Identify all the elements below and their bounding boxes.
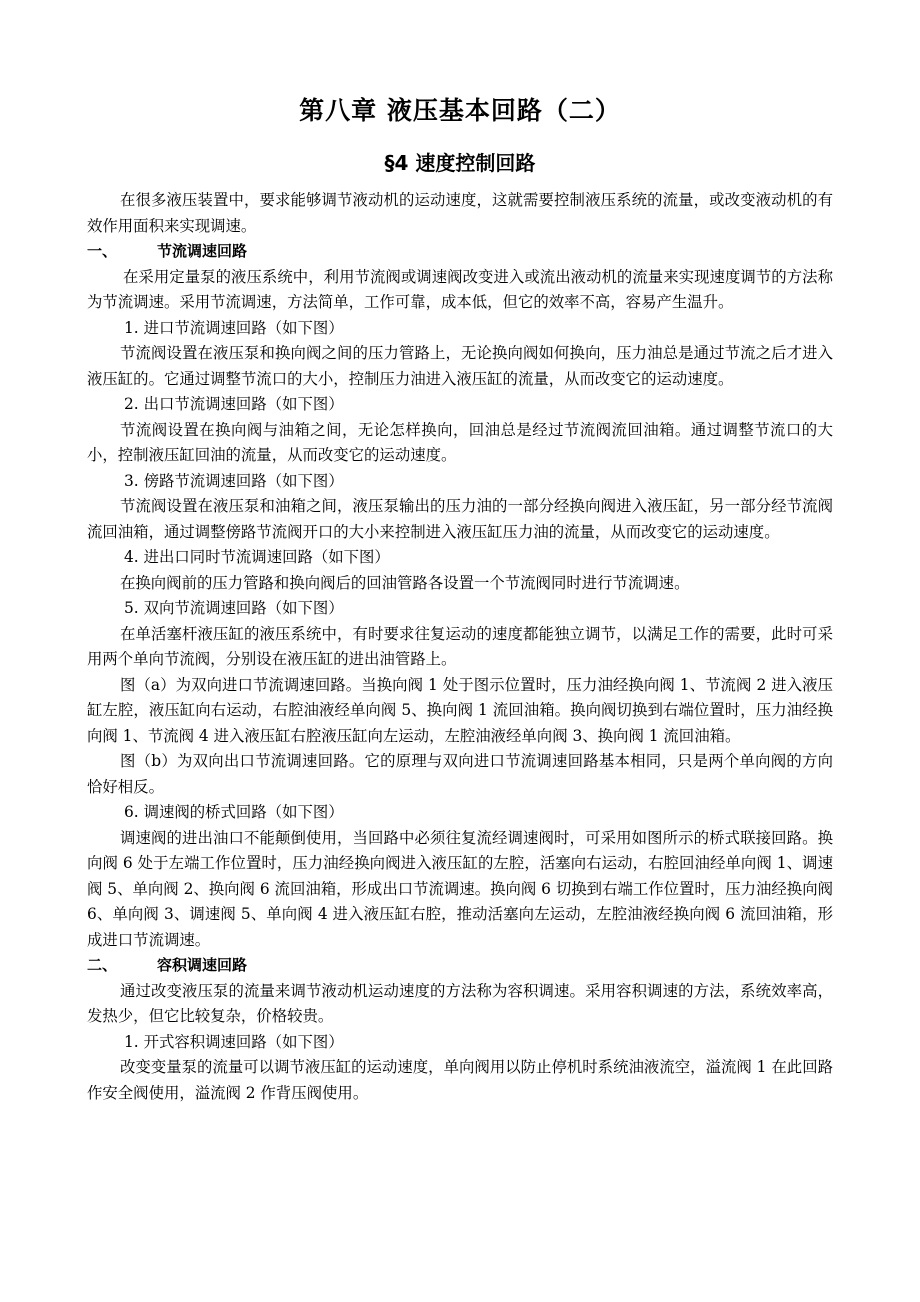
item-heading: 1. 进口节流调速回路（如下图） <box>124 318 344 337</box>
part1-heading <box>87 239 833 265</box>
item-paragraph: 图（a）为双向进口节流调速回路。当换向阀 1 处于图示位置时，压力油经换向阀 1、节流阀 2 进入液压缸左腔，液压缸向右运动，右腔油液经单向阀 5、换向阀 1 流回油箱。换向阀切换到右端位置时，压力油经换向阀 1、节流阀 4 进入液压缸右腔液压缸向左运动，左腔油液经单向阀 3、换向阀 1 流回油箱。 <box>87 675 833 745</box>
document-body <box>87 188 833 1106</box>
item-heading: 4. 进出口同时节流调速回路（如下图） <box>124 548 390 566</box>
item-heading: 3. 傍路节流调速回路（如下图） <box>124 471 344 490</box>
item-paragraph: 在单活塞杆液压缸的液压系统中，有时要求往复运动的速度都能独立调节，以满足工作的需要，此时可采用两个单向节流阀，分别设在液压缸的进出油管路上。 <box>87 624 833 668</box>
part1-number: 一、 <box>87 242 118 260</box>
item-paragraph: 节流阀设置在液压泵和油箱之间，液压泵输出的压力油的一部分经换向阀进入液压缸，另一部分经节流阀流回油箱，通过调整傍路节流阀开口的大小来控制进入液压缸压力油的流量，从而改变它的运动速度。 <box>87 497 833 541</box>
intro-paragraph: 在很多液压装置中，要求能够调节液动机的运动速度，这就需要控制液压系统的流量，或改变液动机的有效作用面积来实现调速。 <box>87 191 833 235</box>
part2-heading <box>87 953 833 979</box>
item-heading: 5. 双向节流调速回路（如下图） <box>124 599 344 617</box>
section-title: §4 速度控制回路 <box>384 151 536 175</box>
item-heading: 2. 出口节流调速回路（如下图） <box>124 395 344 413</box>
chapter-title: 第八章 液压基本回路（二） <box>299 96 621 125</box>
part2-intro-paragraph: 通过改变液压泵的流量来调节液动机运动速度的方法称为容积调速。采用容积调速的方法，系统效率高，发热少，但它比较复杂，价格较贵。 <box>87 981 833 1025</box>
part1-title: 节流调速回路 <box>157 242 248 260</box>
part2-title: 容积调速回路 <box>157 956 248 974</box>
item-heading: 6. 调速阀的桥式回路（如下图） <box>124 803 344 821</box>
item-paragraph: 改变变量泵的流量可以调节液压缸的运动速度，单向阀用以防止停机时系统油液流空，溢流阀 1 在此回路作安全阀使用，溢流阀 2 作背压阀使用。 <box>87 1058 833 1102</box>
item-paragraph: 调速阀的进出油口不能颠倒使用，当回路中必须往复流经调速阀时，可采用如图所示的桥式联接回路。换向阀 6 处于左端工作位置时，压力油经换向阀进入液压缸的左腔，活塞向右运动，右腔回油经单向阀 1、调速阀 5、单向阀 2、换向阀 6 流回油箱，形成出口节流调速。换向阀 6 切换到右端工作位置时，压力油经换向阀 6、单向阀 3、调速阀 5、单向阀 4 进入液压缸右腔，推动活塞向左运动，左腔油液经换向阀 6 流回油箱，形成进口节流调速。 <box>87 828 833 949</box>
part1-intro-paragraph: 在采用定量泵的液压系统中，利用节流阀或调速阀改变进入或流出液动机的流量来实现速度调节的方法称为节流调速。采用节流调速，方法简单，工作可靠，成本低，但它的效率不高，容易产生温升。 <box>87 267 833 311</box>
item-paragraph: 图（b）为双向出口节流调速回路。它的原理与双向进口节流调速回路基本相同，只是两个单向阀的方向恰好相反。 <box>87 752 833 796</box>
part2-number: 二、 <box>87 956 118 974</box>
item-paragraph: 节流阀设置在液压泵和换向阀之间的压力管路上，无论换向阀如何换向，压力油总是通过节流之后才进入液压缸的。它通过调整节流口的大小，控制压力油进入液压缸的流量，从而改变它的运动速度。 <box>87 344 833 388</box>
item-paragraph: 在换向阀前的压力管路和换向阀后的回油管路各设置一个节流阀同时进行节流调速。 <box>120 573 690 592</box>
item-heading: 1. 开式容积调速回路（如下图） <box>124 1032 344 1051</box>
item-paragraph: 节流阀设置在换向阀与油箱之间，无论怎样换向，回油总是经过节流阀流回油箱。通过调整节流口的大小，控制液压缸回油的流量，从而改变它的运动速度。 <box>87 420 833 464</box>
